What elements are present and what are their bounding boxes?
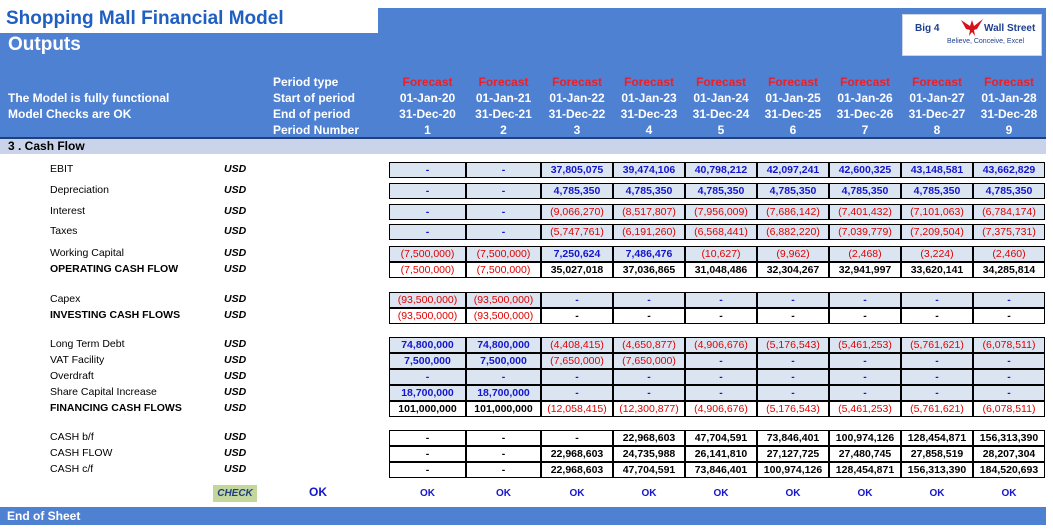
table-cell: (7,209,504) <box>901 224 973 240</box>
table-cell: - <box>613 292 685 308</box>
table-cell: (7,500,000) <box>466 246 541 262</box>
table-cell: - <box>466 162 541 178</box>
table-cell: - <box>466 204 541 220</box>
row-unit: USD <box>224 354 247 366</box>
table-cell: (5,761,621) <box>901 401 973 417</box>
table-cell: (93,500,000) <box>466 308 541 324</box>
period-check: OK <box>713 488 729 499</box>
table-cell: 7,500,000 <box>466 353 541 369</box>
row-unit: USD <box>224 338 247 350</box>
table-cell: - <box>389 369 466 385</box>
row-unit: USD <box>224 184 247 196</box>
row-unit: USD <box>224 263 247 275</box>
logo-brand-left: Big 4 <box>915 23 940 34</box>
table-cell: - <box>685 308 757 324</box>
table-cell: 156,313,390 <box>901 462 973 478</box>
table-cell: (3,224) <box>901 246 973 262</box>
period-start: 01-Jan-21 <box>475 91 532 105</box>
period-start: 01-Jan-25 <box>765 91 821 105</box>
table-cell: - <box>757 308 829 324</box>
period-start: 01-Jan-27 <box>909 91 965 105</box>
table-cell: (7,039,779) <box>829 224 901 240</box>
company-logo <box>902 14 1042 56</box>
table-cell: (7,101,063) <box>901 204 973 220</box>
row-label: CASH b/f <box>50 431 94 443</box>
table-cell: (4,408,415) <box>541 337 613 353</box>
period-start: 01-Jan-24 <box>693 91 749 105</box>
period-check: OK <box>641 488 657 499</box>
row-unit: USD <box>224 447 247 459</box>
table-cell: (12,300,877) <box>613 401 685 417</box>
table-cell: 4,785,350 <box>901 183 973 199</box>
check-label: CHECK <box>213 485 257 502</box>
model-title: Shopping Mall Financial Model <box>6 8 284 29</box>
row-unit: USD <box>224 293 247 305</box>
period-check: OK <box>1001 488 1017 499</box>
table-cell: (9,962) <box>757 246 829 262</box>
period-start: 01-Jan-23 <box>621 91 677 105</box>
row-label-end: End of period <box>273 107 351 121</box>
period-start: 01-Jan-20 <box>399 91 456 105</box>
table-cell: - <box>973 369 1045 385</box>
logo-tagline: Believe, Conceive, Excel <box>947 38 1025 45</box>
period-number: 2 <box>500 123 507 137</box>
table-cell: - <box>613 385 685 401</box>
table-cell: (12,058,415) <box>541 401 613 417</box>
period-start: 01-Jan-26 <box>837 91 893 105</box>
table-cell: (7,500,000) <box>466 262 541 278</box>
table-cell: - <box>466 462 541 478</box>
table-cell: 24,735,988 <box>613 446 685 462</box>
table-cell: - <box>541 369 613 385</box>
period-number: 6 <box>789 123 797 137</box>
model-checks-text: Model Checks are OK <box>8 107 132 121</box>
table-cell: (7,956,009) <box>685 204 757 220</box>
table-cell: 22,968,603 <box>541 446 613 462</box>
row-label: INVESTING CASH FLOWS <box>50 309 181 321</box>
row-unit: USD <box>224 247 247 259</box>
row-unit: USD <box>224 402 247 414</box>
period-type: Forecast <box>551 75 603 89</box>
table-cell: 4,785,350 <box>685 183 757 199</box>
table-cell: 4,785,350 <box>757 183 829 199</box>
table-cell: 27,480,745 <box>829 446 901 462</box>
period-type: Forecast <box>478 75 529 89</box>
table-cell: 7,500,000 <box>389 353 466 369</box>
table-cell: 100,974,126 <box>829 430 901 446</box>
period-check: OK <box>496 488 511 499</box>
model-status-text: The Model is fully functional <box>8 91 170 105</box>
table-cell: (6,568,441) <box>685 224 757 240</box>
table-cell: - <box>466 430 541 446</box>
row-label: CASH c/f <box>50 463 94 475</box>
period-check: OK <box>785 488 801 499</box>
table-cell: - <box>901 369 973 385</box>
table-cell: 27,858,519 <box>901 446 973 462</box>
table-cell: (6,784,174) <box>973 204 1045 220</box>
row-unit: USD <box>224 309 247 321</box>
row-unit: USD <box>224 431 247 443</box>
table-cell: - <box>829 385 901 401</box>
table-cell: - <box>541 430 613 446</box>
table-cell: 28,207,304 <box>973 446 1045 462</box>
table-cell: (2,460) <box>973 246 1045 262</box>
table-cell: - <box>973 385 1045 401</box>
table-cell: - <box>757 385 829 401</box>
table-cell: - <box>389 204 466 220</box>
table-cell: - <box>973 308 1045 324</box>
table-cell: - <box>901 353 973 369</box>
table-cell: 128,454,871 <box>829 462 901 478</box>
period-check: OK <box>929 488 945 499</box>
table-cell: 4,785,350 <box>829 183 901 199</box>
table-cell: - <box>389 462 466 478</box>
table-cell: - <box>466 446 541 462</box>
table-cell: - <box>757 369 829 385</box>
period-end: 31-Dec-22 <box>548 107 606 121</box>
row-label: OPERATING CASH FLOW <box>50 263 179 275</box>
table-cell: (7,500,000) <box>389 262 466 278</box>
table-cell: - <box>466 369 541 385</box>
table-cell: (9,066,270) <box>541 204 613 220</box>
period-end: 31-Dec-28 <box>980 107 1038 121</box>
table-cell: (5,761,621) <box>901 337 973 353</box>
table-cell: 4,785,350 <box>973 183 1045 199</box>
table-cell: 22,968,603 <box>541 462 613 478</box>
period-type: Forecast <box>767 75 819 89</box>
period-number: 4 <box>645 123 653 137</box>
table-cell: (7,401,432) <box>829 204 901 220</box>
table-cell: 43,662,829 <box>973 162 1045 178</box>
period-type: Forecast <box>983 75 1035 89</box>
table-cell: 34,285,814 <box>973 262 1045 278</box>
table-cell: - <box>613 308 685 324</box>
table-cell: - <box>389 183 466 199</box>
period-start: 01-Jan-22 <box>549 91 605 105</box>
row-unit: USD <box>224 463 247 475</box>
logo-brand-right: Wall Street <box>984 23 1036 34</box>
table-cell: (5,176,543) <box>757 337 829 353</box>
table-cell: 7,250,624 <box>541 246 613 262</box>
table-cell: 184,520,693 <box>973 462 1045 478</box>
period-end: 31-Dec-21 <box>475 107 532 121</box>
row-label-start: Start of period <box>273 91 356 105</box>
table-cell: (7,686,142) <box>757 204 829 220</box>
table-cell: 32,941,997 <box>829 262 901 278</box>
table-cell: (6,191,260) <box>613 224 685 240</box>
row-label: EBIT <box>50 163 74 175</box>
row-label: VAT Facility <box>50 354 105 366</box>
period-end: 31-Dec-24 <box>692 107 750 121</box>
period-type: Forecast <box>839 75 891 89</box>
period-end: 31-Dec-27 <box>908 107 966 121</box>
row-label: Taxes <box>50 225 78 237</box>
table-cell: (4,906,676) <box>685 401 757 417</box>
table-cell: - <box>901 292 973 308</box>
row-label-number: Period Number <box>273 123 360 137</box>
row-label: Overdraft <box>50 370 94 382</box>
period-number: 1 <box>424 123 431 137</box>
table-cell: 42,600,325 <box>829 162 901 178</box>
period-end: 31-Dec-25 <box>764 107 822 121</box>
table-cell: 27,127,725 <box>757 446 829 462</box>
table-cell: (93,500,000) <box>389 292 466 308</box>
section-title: 3 . Cash Flow <box>8 139 85 153</box>
table-cell: 32,304,267 <box>757 262 829 278</box>
table-cell: (7,650,000) <box>541 353 613 369</box>
table-cell: - <box>541 292 613 308</box>
table-cell: (4,650,877) <box>613 337 685 353</box>
row-unit: USD <box>224 163 247 175</box>
row-label: Depreciation <box>50 184 109 196</box>
table-cell: 35,027,018 <box>541 262 613 278</box>
table-cell: - <box>541 308 613 324</box>
table-cell: (6,882,220) <box>757 224 829 240</box>
table-cell: (10,627) <box>685 246 757 262</box>
table-cell: (93,500,000) <box>466 292 541 308</box>
table-cell: 18,700,000 <box>466 385 541 401</box>
table-cell: - <box>389 162 466 178</box>
row-label: Working Capital <box>50 247 124 259</box>
check-overall: OK <box>309 485 327 499</box>
table-cell: 37,036,865 <box>613 262 685 278</box>
table-cell: - <box>901 385 973 401</box>
table-cell: (7,500,000) <box>389 246 466 262</box>
table-cell: - <box>829 292 901 308</box>
table-cell: - <box>829 353 901 369</box>
table-cell: 73,846,401 <box>757 430 829 446</box>
table-cell: 47,704,591 <box>613 462 685 478</box>
row-label: CASH FLOW <box>50 447 113 459</box>
period-end: 31-Dec-20 <box>399 107 456 121</box>
table-cell: - <box>685 385 757 401</box>
table-cell: 37,805,075 <box>541 162 613 178</box>
table-cell: (4,906,676) <box>685 337 757 353</box>
period-end: 31-Dec-23 <box>620 107 678 121</box>
table-cell: - <box>389 430 466 446</box>
period-number: 5 <box>717 123 725 137</box>
row-unit: USD <box>224 205 247 217</box>
table-cell: - <box>466 224 541 240</box>
period-check: OK <box>569 488 585 499</box>
period-check: OK <box>857 488 873 499</box>
table-cell: - <box>466 183 541 199</box>
table-cell: - <box>389 446 466 462</box>
row-label-period-type: Period type <box>273 75 339 89</box>
row-unit: USD <box>224 370 247 382</box>
table-cell: - <box>685 353 757 369</box>
row-unit: USD <box>224 386 247 398</box>
table-cell: - <box>541 385 613 401</box>
period-type: Forecast <box>695 75 747 89</box>
table-cell: - <box>757 292 829 308</box>
period-type: Forecast <box>911 75 963 89</box>
table-cell: (5,747,761) <box>541 224 613 240</box>
table-cell: 74,800,000 <box>389 337 466 353</box>
period-number: 3 <box>573 123 581 137</box>
table-cell: - <box>829 369 901 385</box>
row-label: Long Term Debt <box>50 338 125 350</box>
table-cell: 100,974,126 <box>757 462 829 478</box>
table-cell: (2,468) <box>829 246 901 262</box>
row-label: Interest <box>50 205 86 217</box>
table-cell: 101,000,000 <box>389 401 466 417</box>
table-cell: (93,500,000) <box>389 308 466 324</box>
table-cell: 47,704,591 <box>685 430 757 446</box>
table-cell: 22,968,603 <box>613 430 685 446</box>
sheet-title: Outputs <box>8 34 81 55</box>
footer-band <box>0 507 1046 525</box>
table-cell: - <box>829 308 901 324</box>
table-cell: (5,461,253) <box>829 401 901 417</box>
eagle-icon <box>959 16 985 38</box>
table-cell: 26,141,810 <box>685 446 757 462</box>
table-cell: - <box>613 369 685 385</box>
table-cell: - <box>685 292 757 308</box>
table-cell: 101,000,000 <box>466 401 541 417</box>
table-cell: 31,048,486 <box>685 262 757 278</box>
row-unit: USD <box>224 225 247 237</box>
table-cell: 4,785,350 <box>541 183 613 199</box>
table-cell: 43,148,581 <box>901 162 973 178</box>
table-cell: - <box>389 224 466 240</box>
table-cell: 74,800,000 <box>466 337 541 353</box>
row-label: Share Capital Increase <box>50 386 157 398</box>
table-cell: - <box>973 292 1045 308</box>
row-label: FINANCING CASH FLOWS <box>50 402 182 414</box>
table-cell: 40,798,212 <box>685 162 757 178</box>
table-cell: (6,078,511) <box>973 401 1045 417</box>
period-start: 01-Jan-28 <box>981 91 1037 105</box>
row-label: Capex <box>50 293 81 305</box>
table-cell: (5,176,543) <box>757 401 829 417</box>
period-number: 7 <box>861 123 869 137</box>
table-cell: - <box>685 369 757 385</box>
table-cell: - <box>973 353 1045 369</box>
table-cell: 73,846,401 <box>685 462 757 478</box>
table-cell: 4,785,350 <box>613 183 685 199</box>
table-cell: 128,454,871 <box>901 430 973 446</box>
table-cell: 156,313,390 <box>973 430 1045 446</box>
table-cell: 18,700,000 <box>389 385 466 401</box>
section-band <box>0 139 1046 154</box>
end-of-sheet: End of Sheet <box>7 509 81 523</box>
period-number: 8 <box>933 123 941 137</box>
table-cell: - <box>901 308 973 324</box>
period-end: 31-Dec-26 <box>836 107 894 121</box>
period-type: Forecast <box>623 75 675 89</box>
period-type: Forecast <box>402 75 453 89</box>
table-cell: 42,097,241 <box>757 162 829 178</box>
period-check: OK <box>420 488 435 499</box>
table-cell: (7,650,000) <box>613 353 685 369</box>
table-cell: (7,375,731) <box>973 224 1045 240</box>
period-number: 9 <box>1005 123 1013 137</box>
table-cell: 33,620,141 <box>901 262 973 278</box>
table-cell: (8,517,807) <box>613 204 685 220</box>
table-cell: - <box>757 353 829 369</box>
table-cell: (6,078,511) <box>973 337 1045 353</box>
table-cell: 39,474,106 <box>613 162 685 178</box>
table-cell: 7,486,476 <box>613 246 685 262</box>
table-cell: (5,461,253) <box>829 337 901 353</box>
